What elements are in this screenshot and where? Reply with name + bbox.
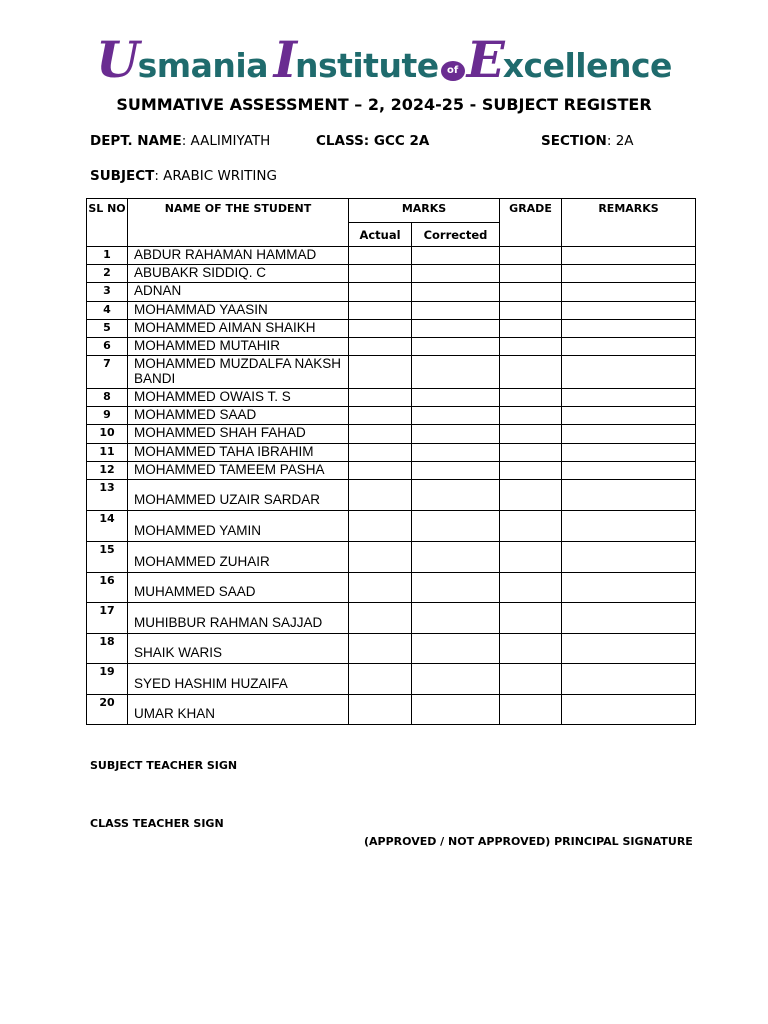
grade-cell	[500, 480, 562, 511]
row-sl-no: 7	[87, 356, 128, 389]
row-student-name: MUHIBBUR RAHMAN SAJJAD	[128, 603, 349, 634]
row-sl-no: 9	[87, 407, 128, 425]
remarks-cell	[562, 695, 696, 725]
remarks-cell	[562, 511, 696, 542]
row-student-name: MOHAMMED YAMIN	[128, 511, 349, 542]
corrected-mark-cell	[412, 320, 500, 338]
remarks-cell	[562, 664, 696, 695]
grade-cell	[500, 573, 562, 603]
row-student-name: ABDUR RAHAMAN HAMMAD	[128, 247, 349, 265]
table-row	[87, 480, 696, 511]
actual-mark-cell	[349, 573, 412, 603]
remarks-cell	[562, 247, 696, 265]
section-value: : 2A	[606, 133, 634, 149]
actual-mark-cell	[349, 247, 412, 265]
row-sl-no: 10	[87, 425, 128, 444]
grade-cell	[500, 511, 562, 542]
row-sl-no: 5	[87, 320, 128, 338]
grade-cell	[500, 320, 562, 338]
row-sl-no: 2	[87, 265, 128, 283]
table-row	[87, 247, 696, 265]
subject	[90, 168, 277, 184]
remarks-cell	[562, 302, 696, 320]
table-row	[87, 302, 696, 320]
actual-mark-cell	[349, 389, 412, 407]
grade-cell	[500, 542, 562, 573]
actual-mark-cell	[349, 695, 412, 725]
corrected-mark-cell	[412, 664, 500, 695]
logo-letter: U	[96, 30, 138, 89]
logo-of-badge: of	[441, 61, 465, 81]
logo-text: xcellence	[502, 46, 672, 85]
grade-cell	[500, 695, 562, 725]
subject-teacher-sign: SUBJECT TEACHER SIGN	[90, 759, 238, 772]
remarks-cell	[562, 265, 696, 283]
actual-mark-cell	[349, 664, 412, 695]
remarks-cell	[562, 389, 696, 407]
class-name	[316, 133, 429, 149]
page-title: SUMMATIVE ASSESSMENT – 2, 2024-25 - SUBJECT REGISTER	[116, 95, 652, 114]
row-sl-no: 6	[87, 338, 128, 356]
remarks-cell	[562, 444, 696, 462]
grade-cell	[500, 302, 562, 320]
remarks-cell	[562, 573, 696, 603]
corrected-mark-cell	[412, 573, 500, 603]
row-student-name: ABUBAKR SIDDIQ. C	[128, 265, 349, 283]
table-row	[87, 338, 696, 356]
actual-mark-cell	[349, 425, 412, 444]
grade-cell	[500, 407, 562, 425]
table-row	[87, 603, 696, 634]
remarks-cell	[562, 462, 696, 480]
remarks-cell	[562, 425, 696, 444]
row-student-name: MOHAMMED AIMAN SHAIKH	[128, 320, 349, 338]
institute-logo	[96, 30, 672, 89]
row-student-name: MOHAMMED SAAD	[128, 407, 349, 425]
grade-cell	[500, 389, 562, 407]
row-student-name: MOHAMMED TAHA IBRAHIM	[128, 444, 349, 462]
corrected-mark-cell	[412, 462, 500, 480]
header-corrected: Corrected	[412, 223, 500, 247]
corrected-mark-cell	[412, 425, 500, 444]
header-remarks: REMARKS	[562, 199, 696, 247]
actual-mark-cell	[349, 338, 412, 356]
table-row	[87, 407, 696, 425]
actual-mark-cell	[349, 283, 412, 302]
header-actual: Actual	[349, 223, 412, 247]
row-sl-no: 4	[87, 302, 128, 320]
remarks-cell	[562, 603, 696, 634]
logo-letter: E	[466, 30, 503, 89]
row-sl-no: 18	[87, 634, 128, 664]
table-row	[87, 573, 696, 603]
row-student-name: MOHAMMED ZUHAIR	[128, 542, 349, 573]
grade-cell	[500, 462, 562, 480]
remarks-cell	[562, 407, 696, 425]
row-sl-no: 16	[87, 573, 128, 603]
class-label: CLASS: GCC 2A	[316, 133, 430, 149]
table-row	[87, 283, 696, 302]
section	[541, 133, 634, 149]
row-sl-no: 3	[87, 283, 128, 302]
section-label: SECTION	[541, 133, 607, 149]
row-sl-no: 1	[87, 247, 128, 265]
logo-letter: I	[273, 30, 295, 89]
corrected-mark-cell	[412, 444, 500, 462]
grade-cell	[500, 664, 562, 695]
row-sl-no: 14	[87, 511, 128, 542]
row-student-name: MOHAMMAD YAASIN	[128, 302, 349, 320]
grade-cell	[500, 356, 562, 389]
table-row	[87, 389, 696, 407]
remarks-cell	[562, 542, 696, 573]
row-student-name: MOHAMMED UZAIR SARDAR	[128, 480, 349, 511]
corrected-mark-cell	[412, 389, 500, 407]
actual-mark-cell	[349, 603, 412, 634]
corrected-mark-cell	[412, 634, 500, 664]
table-row	[87, 356, 696, 389]
grade-cell	[500, 338, 562, 356]
corrected-mark-cell	[412, 407, 500, 425]
header-grade: GRADE	[500, 199, 562, 247]
actual-mark-cell	[349, 444, 412, 462]
row-sl-no: 20	[87, 695, 128, 725]
row-student-name: MUHAMMED SAAD	[128, 573, 349, 603]
table-row	[87, 444, 696, 462]
header-marks: MARKS	[349, 199, 500, 223]
row-student-name: MOHAMMED SHAH FAHAD	[128, 425, 349, 444]
subject-register-table	[86, 198, 696, 725]
logo-text: smania	[137, 46, 268, 85]
subject-label: SUBJECT	[90, 168, 155, 184]
class-teacher-sign: CLASS TEACHER SIGN	[90, 817, 224, 830]
grade-cell	[500, 425, 562, 444]
grade-cell	[500, 603, 562, 634]
row-sl-no: 17	[87, 603, 128, 634]
logo-text: nstitute	[294, 46, 439, 85]
grade-cell	[500, 444, 562, 462]
remarks-cell	[562, 356, 696, 389]
corrected-mark-cell	[412, 542, 500, 573]
remarks-cell	[562, 283, 696, 302]
row-student-name: SHAIK WARIS	[128, 634, 349, 664]
corrected-mark-cell	[412, 511, 500, 542]
actual-mark-cell	[349, 462, 412, 480]
table-row	[87, 542, 696, 573]
row-sl-no: 12	[87, 462, 128, 480]
table-row	[87, 695, 696, 725]
remarks-cell	[562, 634, 696, 664]
table-row	[87, 511, 696, 542]
table-row	[87, 265, 696, 283]
remarks-cell	[562, 480, 696, 511]
dept-name	[90, 133, 270, 149]
corrected-mark-cell	[412, 338, 500, 356]
row-sl-no: 13	[87, 480, 128, 511]
actual-mark-cell	[349, 356, 412, 389]
principal-signature: (APPROVED / NOT APPROVED) PRINCIPAL SIGNATURE	[364, 835, 693, 848]
table-row	[87, 664, 696, 695]
corrected-mark-cell	[412, 356, 500, 389]
subject-value: : ARABIC WRITING	[154, 168, 277, 184]
grade-cell	[500, 283, 562, 302]
table-row	[87, 462, 696, 480]
actual-mark-cell	[349, 634, 412, 664]
row-student-name: MOHAMMED MUZDALFA NAKSH BANDI	[128, 356, 349, 389]
row-student-name: MOHAMMED TAMEEM PASHA	[128, 462, 349, 480]
actual-mark-cell	[349, 320, 412, 338]
remarks-cell	[562, 338, 696, 356]
actual-mark-cell	[349, 265, 412, 283]
row-sl-no: 15	[87, 542, 128, 573]
header-sl-no: SL NO	[87, 199, 128, 247]
table-row	[87, 425, 696, 444]
corrected-mark-cell	[412, 302, 500, 320]
dept-label: DEPT. NAME	[90, 133, 182, 149]
dept-value: : AALIMIYATH	[181, 133, 271, 149]
grade-cell	[500, 634, 562, 664]
remarks-cell	[562, 320, 696, 338]
table-row	[87, 634, 696, 664]
row-student-name: SYED HASHIM HUZAIFA	[128, 664, 349, 695]
table-row	[87, 320, 696, 338]
row-student-name: ADNAN	[128, 283, 349, 302]
grade-cell	[500, 265, 562, 283]
actual-mark-cell	[349, 542, 412, 573]
actual-mark-cell	[349, 302, 412, 320]
row-sl-no: 19	[87, 664, 128, 695]
row-student-name: MOHAMMED MUTAHIR	[128, 338, 349, 356]
actual-mark-cell	[349, 480, 412, 511]
actual-mark-cell	[349, 407, 412, 425]
corrected-mark-cell	[412, 247, 500, 265]
grade-cell	[500, 247, 562, 265]
row-sl-no: 8	[87, 389, 128, 407]
corrected-mark-cell	[412, 480, 500, 511]
row-student-name: MOHAMMED OWAIS T. S	[128, 389, 349, 407]
header-student-name: NAME OF THE STUDENT	[128, 199, 349, 247]
corrected-mark-cell	[412, 283, 500, 302]
actual-mark-cell	[349, 511, 412, 542]
corrected-mark-cell	[412, 603, 500, 634]
corrected-mark-cell	[412, 265, 500, 283]
row-sl-no: 11	[87, 444, 128, 462]
corrected-mark-cell	[412, 695, 500, 725]
row-student-name: UMAR KHAN	[128, 695, 349, 725]
